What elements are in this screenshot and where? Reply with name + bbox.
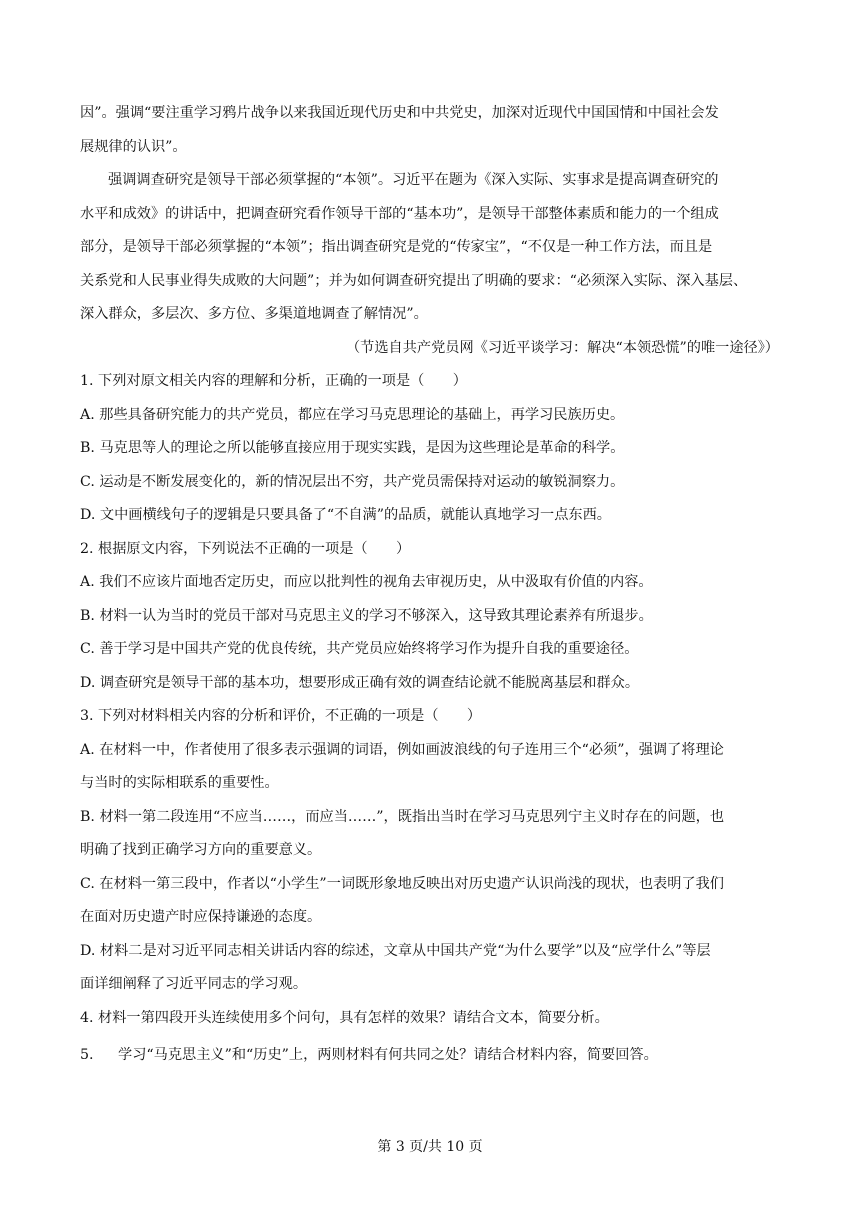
question-5-number: 5. <box>80 1047 94 1063</box>
question-3-option-c: C. 在材料一第三段中，作者以“小学生”一词既形象地反映出对历史遗产认识尚浅的现状，也表明了我们 <box>80 875 724 892</box>
passage-line: 部分，是领导干部必须掌握的“本领”；指出调查研究是党的“传家宝”，“不仅是一种工作方法，而且是 <box>80 239 713 255</box>
question-3-option-d: D. 材料二是对习近平同志相关讲话内容的综述，文章从中国共产党“为什么要学”以及“应学什么”等层 <box>80 942 711 959</box>
passage-line: 强调调查研究是领导干部必须掌握的“本领”。习近平在题为《深入实际、实事求是提高调查研究的 <box>108 172 719 188</box>
question-1-option-b: B. 马克思等人的理论之所以能够直接应用于现实实践，是因为这些理论是革命的科学。 <box>80 440 625 456</box>
passage-line: 深入群众，多层次、多方位、多渠道地调查了解情况”。 <box>80 306 428 322</box>
question-2-option-b: B. 材料一认为当时的党员干部对马克思主义的学习不够深入，这导致其理论素养有所退步。 <box>80 607 653 624</box>
passage-line: 因”。强调“要注重学习鸦片战争以来我国近现代历史和中共党史，加深对近现代中国国情和中国社会发 <box>80 105 719 121</box>
question-3-option-b: B. 材料一第二段连用“不应当……，而应当……”，既指出当时在学习马克思列宁主义时存在的问题，也 <box>80 808 725 825</box>
question-5-stem: 学习“马克思主义”和“历史”上，两则材料有何共同之处？请结合材料内容，简要回答。 <box>118 1047 658 1063</box>
passage-line: 水平和成效》的讲话中，把调查研究看作领导干部的“基本功”，是领导干部整体素质和能力的一个组成 <box>80 205 719 222</box>
question-2-option-d: D. 调查研究是领导干部的基本功，想要形成正确有效的调查结论就不能脱离基层和群众。 <box>80 674 640 691</box>
question-3-option-a-cont: 与当时的实际相联系的重要性。 <box>80 775 279 791</box>
question-2-option-c: C. 善于学习是中国共产党的优良传统，共产党员应始终将学习作为提升自我的重要途径。 <box>80 641 639 657</box>
question-1-option-d: D. 文中画横线句子的逻辑是只要具备了“不自满”的品质，就能认真地学习一点东西。 <box>80 507 611 523</box>
passage-line: 展规律的认识”。 <box>80 138 187 155</box>
question-1-option-c: C. 运动是不断发展变化的，新的情况层出不穷，共产党员需保持对运动的敏锐洞察力。 <box>80 473 625 490</box>
document-body <box>80 97 785 1073</box>
question-1-stem: 1. 下列对原文相关内容的理解和分析，正确的一项是（ ） <box>80 373 467 389</box>
question-4-stem: 4. 材料一第四段开头连续使用多个问句，具有怎样的效果？请结合文本，简要分析。 <box>80 1009 609 1026</box>
question-1-option-a: A. 那些具备研究能力的共产党员，都应在学习马克思理论的基础上，再学习民族历史。 <box>80 406 625 423</box>
question-3-option-b-cont: 明确了找到正确学习方向的重要意义。 <box>80 842 322 858</box>
question-2-stem: 2. 根据原文内容，下列说法不正确的一项是（ ） <box>80 540 411 557</box>
page-footer: 第 3 页/共 10 页 <box>377 1139 483 1155</box>
question-5 <box>80 1039 785 1073</box>
passage-line: 关系党和人民事业得失成败的大问题”；并为如何调查研究提出了明确的要求：“必须深入实际、深入基层、 <box>80 272 748 289</box>
question-3-stem: 3. 下列对材料相关内容的分析和评价，不正确的一项是（ ） <box>80 708 482 724</box>
question-3-option-d-cont: 面详细阐释了习近平同志的学习观。 <box>80 976 308 992</box>
question-3-option-c-cont: 在面对历史遗产时应保持谦逊的态度。 <box>80 909 322 925</box>
question-3-option-a: A. 在材料一中，作者使用了很多表示强调的词语，例如画波浪线的句子连用三个“必须”，强调了将理论 <box>80 741 724 758</box>
source-citation: （节选自共产党员网《习近平谈学习：解决“本领恐慌”的唯一途径》） <box>345 339 779 356</box>
question-2-option-a: A. 我们不应该片面地否定历史，而应以批判性的视角去审视历史，从中汲取有价值的内容。 <box>80 574 653 590</box>
